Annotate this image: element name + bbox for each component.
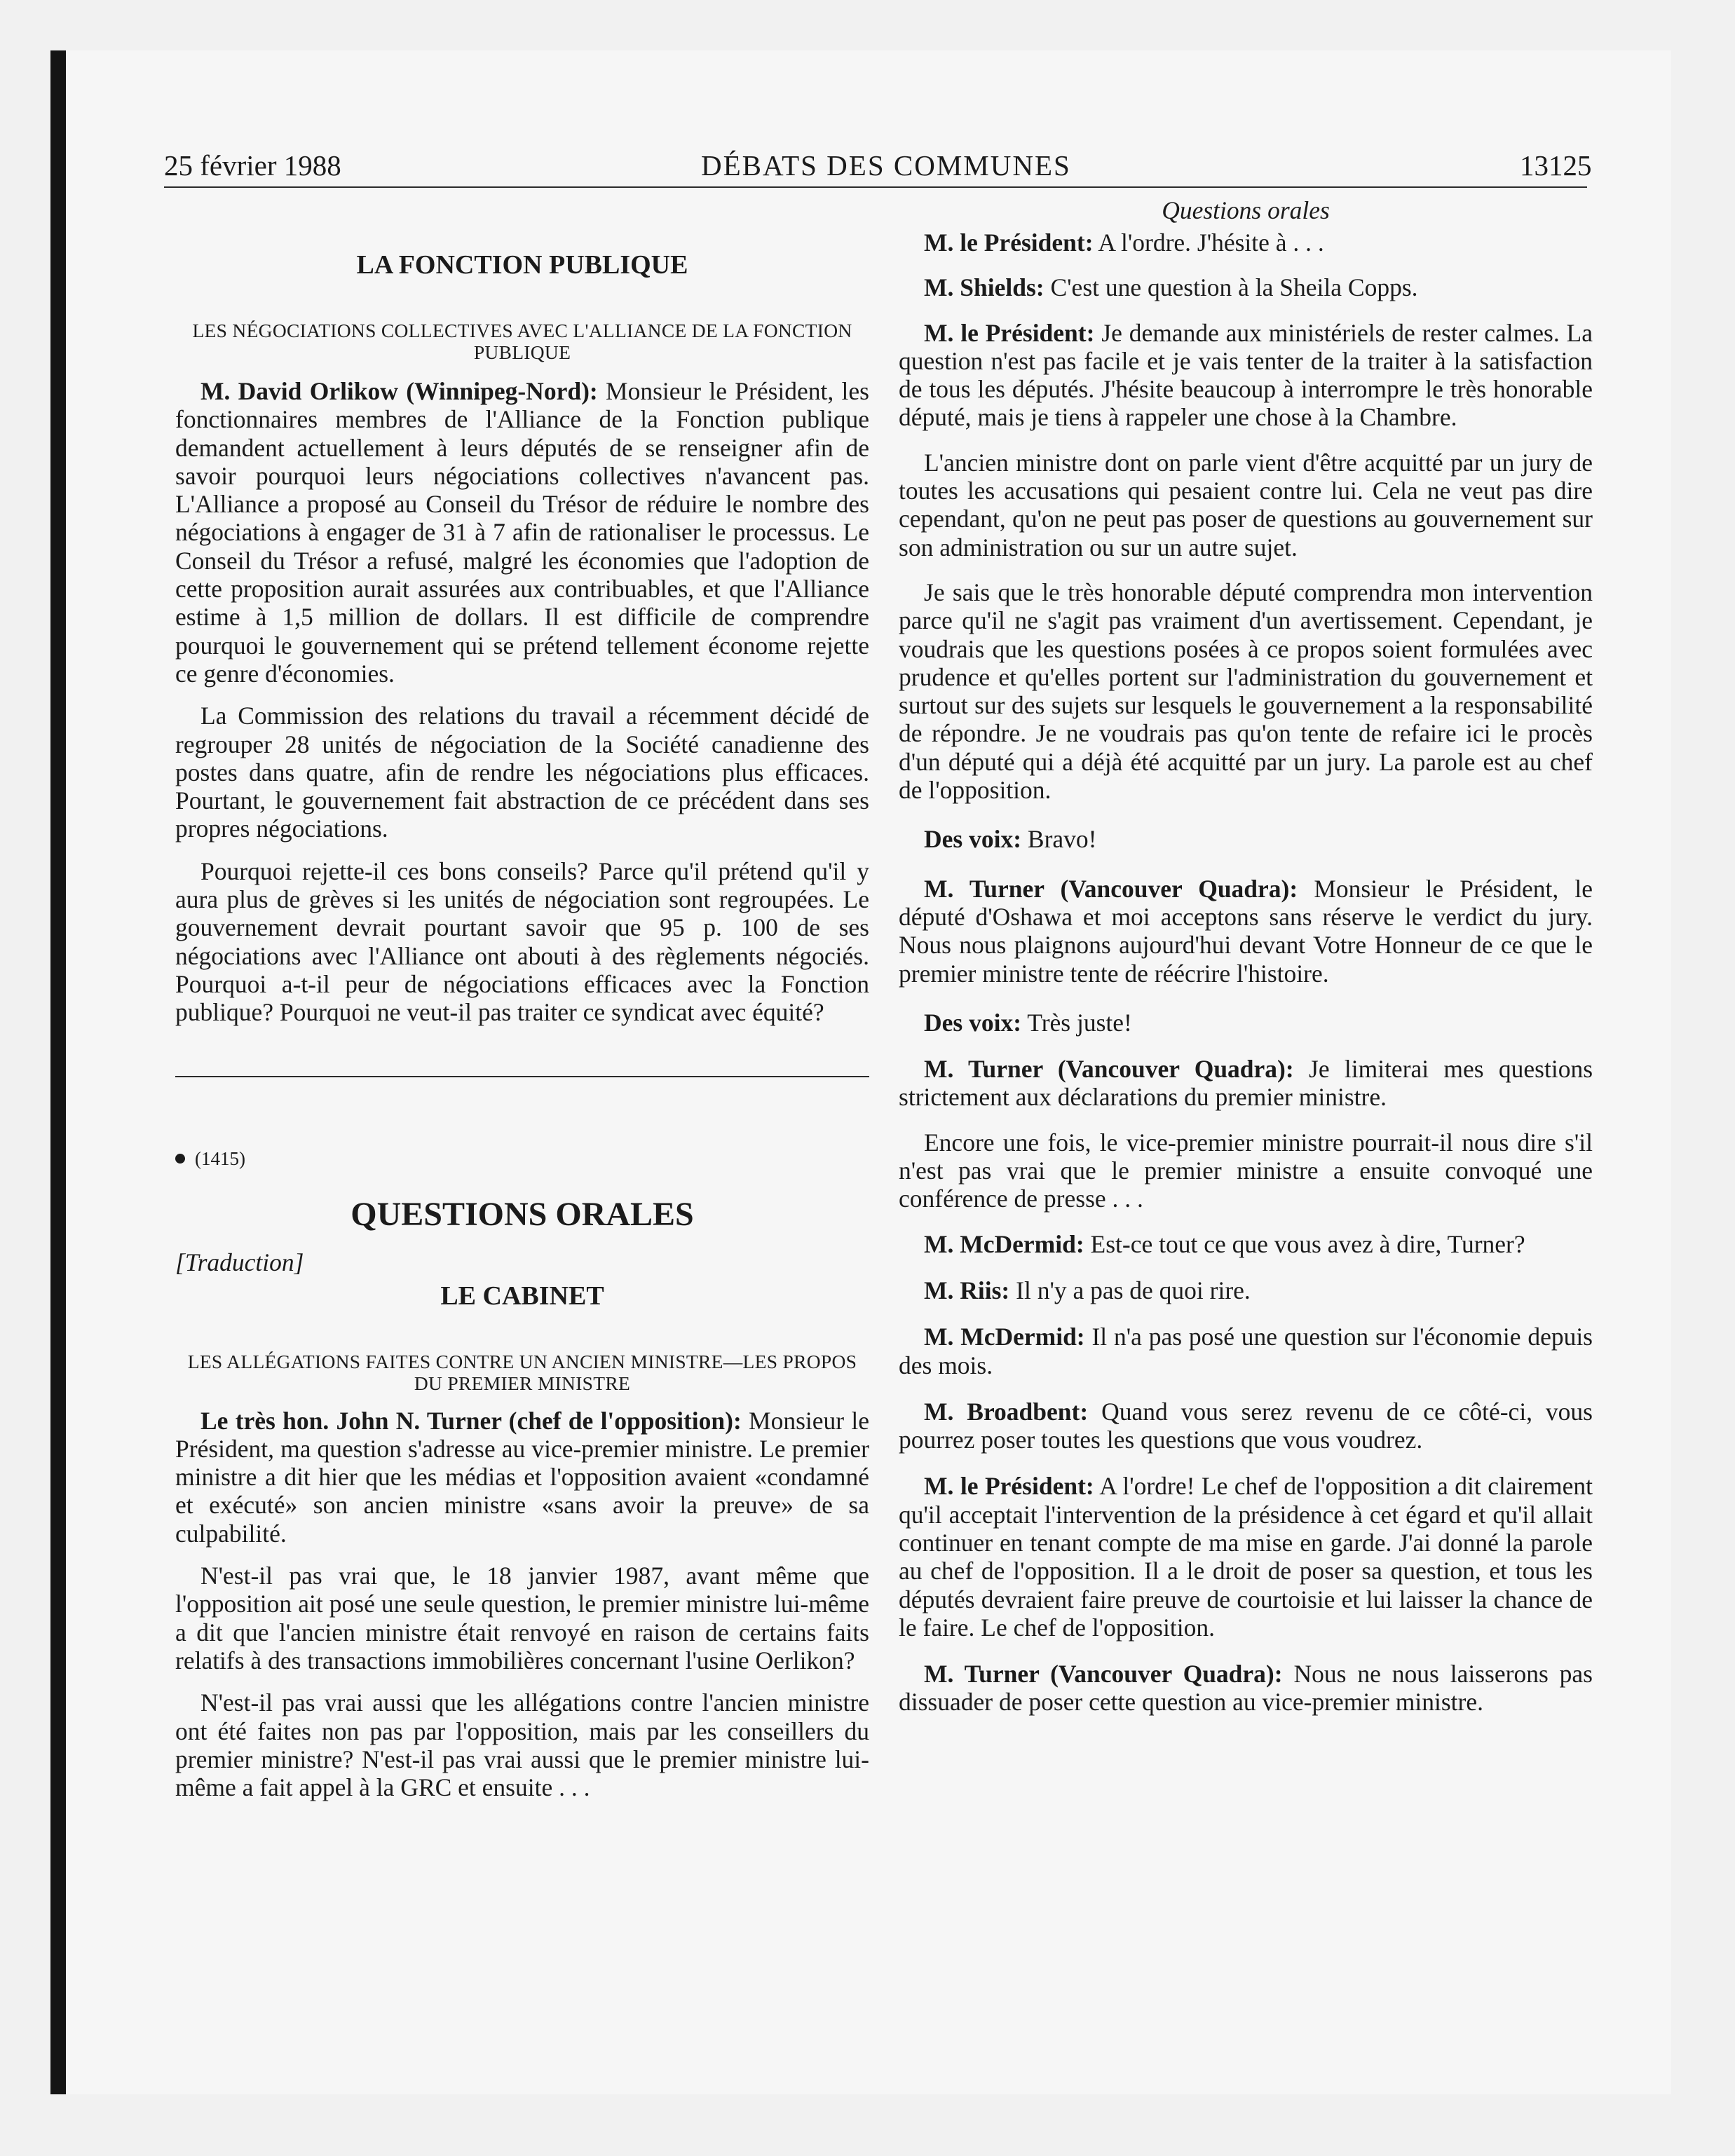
section-heading-questions-orales: QUESTIONS ORALES [351,1195,694,1233]
header-title: DÉBATS DES COMMUNES [701,149,1071,182]
paragraph-allegations: N'est-il pas vrai aussi que les allégations contre l'ancien ministre ont été faites non pas par l'opposition, mais par les conseillers du premier ministre? N'est-il pas vrai aussi que le premier ministre lui-même a fait appel à la GRC et ensuite . . . [175,1688,869,1802]
speaker-name: M. McDermid: [924,1323,1085,1351]
speech-item [899,1055,1593,1112]
speech-text: A l'ordre! Le chef de l'opposition a dit clairement qu'il acceptait l'intervention de la présidence à cet égard et qu'il allait continuer en tenant compte de ma mise en garde. J'ai donné la parole au chef de l'opposition. Il a le droit de poser sa question, et tous les députés devraient faire preuve de courtoisie et lui laisser la chance de le faire. Le chef de l'opposition. [899,1472,1593,1642]
speaker-name: M. Broadbent: [924,1397,1089,1426]
speaker-name: M. Turner (Vancouver Quadra): [924,1660,1283,1688]
speaker-name: M. David Orlikow (Winnipeg-Nord): [200,377,598,405]
speaker-name: Des voix: [924,825,1022,854]
speech-text: Je limiterai mes questions strictement aux déclarations du premier ministre. [899,1055,1593,1112]
speech-item [899,1276,1593,1304]
subheading-negociations: LES NÉGOCIATIONS COLLECTIVES AVEC L'ALLIANCE DE LA FONCTION PUBLIQUE [192,320,852,363]
speech-text: Est-ce tout ce que vous avez à dire, Turner? [1084,1229,1525,1258]
paragraph-turner [175,1407,869,1548]
scan-edge-bar [50,50,66,2094]
speech-text: Bravo! [1021,825,1097,854]
right-column [899,196,1593,1717]
speech-text: Il n'y a pas de quoi rire. [1009,1276,1251,1304]
speech-text: Nous ne nous laisserons pas dissuader de poser cette question au vice-premier ministre. [899,1660,1593,1717]
section-heading-fonction-publique: LA FONCTION PUBLIQUE [356,250,688,280]
speech-text: Je demande aux ministériels de rester calmes. La question n'est pas facile et je vais tenter de la traiter à la satisfaction de tous les députés. J'hésite beaucoup à interrompre le très honorable député, mais je tiens à rappeler une chose à la Chambre. [899,318,1593,432]
speech-item [899,875,1593,988]
speech-item [899,1230,1593,1258]
subheading-allegations: LES ALLÉGATIONS FAITES CONTRE UN ANCIEN MINISTRE—LES PROPOS DU PREMIER MINISTRE [187,1350,857,1394]
speaker-name: M. le Président: [924,318,1095,347]
speech-item [899,228,1593,257]
speech-text: Il n'a pas posé une question sur l'économie depuis des mois. [899,1323,1593,1379]
speaker-name: M. Turner (Vancouver Quadra): [924,1055,1294,1084]
speech-item [899,1472,1593,1642]
paragraph: Je sais que le très honorable député comprendra mon intervention parce qu'il ne s'agit pas vraiment d'un avertissement. Cependant, je voudrais que les questions posées à ce propos soient formulées avec prudence et qu'elles portent sur l'administration du gouvernement et surtout sur des sujets sur lesquels le gouvernement a la responsabilité de répondre. Je ne voudrais pas qu'on tente de refaire ici le procès d'un député qui a déjà été acquitté par un jury. La parole est au chef de l'opposition. [899,578,1593,805]
paragraph-orlikow [175,377,869,688]
speaker-name: M. Riis: [924,1276,1010,1304]
speech-item [899,1009,1593,1037]
speaker-name: M. Turner (Vancouver Quadra): [924,874,1298,903]
paragraph: Encore une fois, le vice-premier ministre pourrait-il nous dire s'il n'est pas vrai que le premier ministre a ensuite convoqué une conférence de presse . . . [899,1128,1593,1213]
speech-text: Quand vous serez revenu de ce côté-ci, vous pourrez poser toutes les questions que vous voudrez. [899,1397,1593,1454]
speech-text: Monsieur le Président, ma question s'adresse au vice-premier ministre. Le premier ministre a dit hier que les médias et l'opposition avaient «condamné et exécuté» son ancien ministre «sans avoir la preuve» de sa culpabilité. [175,1406,869,1548]
left-column [175,196,869,1801]
header-rule [164,186,1587,188]
paragraph-commission: La Commission des relations du travail a récemment décidé de regrouper 28 unités de négociation de la Société canadienne des postes dans quatre, afin de rendre les négociations plus efficaces. Pourtant, le gouvernement fait abstraction de ce précédent dans ses propres négociations. [175,702,869,843]
speaker-name: M. le Président: [924,228,1094,257]
speech-text: Monsieur le Président, les fonctionnaires membres de l'Alliance de la Fonction publique demandent actuellement à leurs députés de se renseigner afin de savoir pourquoi leurs négociations collectives n'avancent pas. L'Alliance a proposé au Conseil du Trésor de réduire le nombre des négociations à engager de 31 à 7 afin de rationaliser le processus. Le Conseil du Trésor a refusé, malgré les économies que l'adoption de cette proposition aurait assurées aux contribuables, et que l'Alliance estime à 1,5 million de dollars. Il est difficile de comprendre pourquoi le gouvernement qui se prétend tellement économe rejette ce genre d'économies. [175,377,869,688]
speaker-name: M. le Président: [924,1472,1094,1501]
subsection-heading-cabinet: LE CABINET [440,1281,604,1311]
speaker-name: M. McDermid: [924,1229,1084,1258]
speaker-name: M. Shields: [924,273,1045,302]
speaker-name: Des voix: [924,1008,1022,1037]
bullet-icon [175,1154,185,1164]
paragraph-18-janvier: N'est-il pas vrai que, le 18 janvier 1987, avant même que l'opposition ait posé une seule question, le premier ministre lui-même a dit que l'ancien ministre était renvoyé en raison de certains faits relatifs à des transactions immobilières concernant l'usine Oerlikon? [175,1562,869,1674]
speech-text: C'est une question à la Sheila Copps. [1044,273,1418,302]
speech-item [899,273,1593,301]
page-rubric: Questions orales [1162,196,1330,224]
paragraph: L'ancien ministre dont on parle vient d'être acquitté par un jury de toutes les accusations qui pesaient contre lui. Cela ne veut pas dire cependant, qu'on ne peut pas poser de questions au gouvernement sur son administration ou sur un autre sujet. [899,448,1593,561]
speech-item [899,1323,1593,1379]
paragraph-pourquoi: Pourquoi rejette-il ces bons conseils? Parce qu'il prétend qu'il y aura plus de grèves si les unités de négociation sont regroupées. Le gouvernement devrait pourtant savoir que 95 p. 100 de ses négociations avec l'Alliance ont abouti à des règlements négociés. Pourquoi a-t-il peur de négociations efficaces avec la Fonction publique? Pourquoi ne veut-il pas traiter ce syndicat avec équité? [175,857,869,1027]
speech-text: Très juste! [1021,1008,1132,1037]
timestamp-text: (1415) [195,1147,245,1169]
speech-text: Monsieur le Président, le député d'Oshawa et moi acceptons sans réserve le verdict du jury. Nous nous plaignons aujourd'hui devant Votre Honneur de ce que le premier ministre tente de réécrire l'histoire. [899,874,1593,988]
speech-text: A l'ordre. J'hésite à . . . [1093,228,1324,257]
timestamp [175,1147,869,1170]
header-page-number: 13125 [1520,149,1592,182]
speech-item [899,1398,1593,1454]
speaker-name: Le très hon. John N. Turner (chef de l'opposition): [200,1406,742,1435]
speech-item [899,319,1593,432]
translation-note: [Traduction] [175,1248,304,1276]
header-date: 25 février 1988 [164,149,341,182]
speech-item [899,825,1593,853]
speech-item [899,1660,1593,1717]
